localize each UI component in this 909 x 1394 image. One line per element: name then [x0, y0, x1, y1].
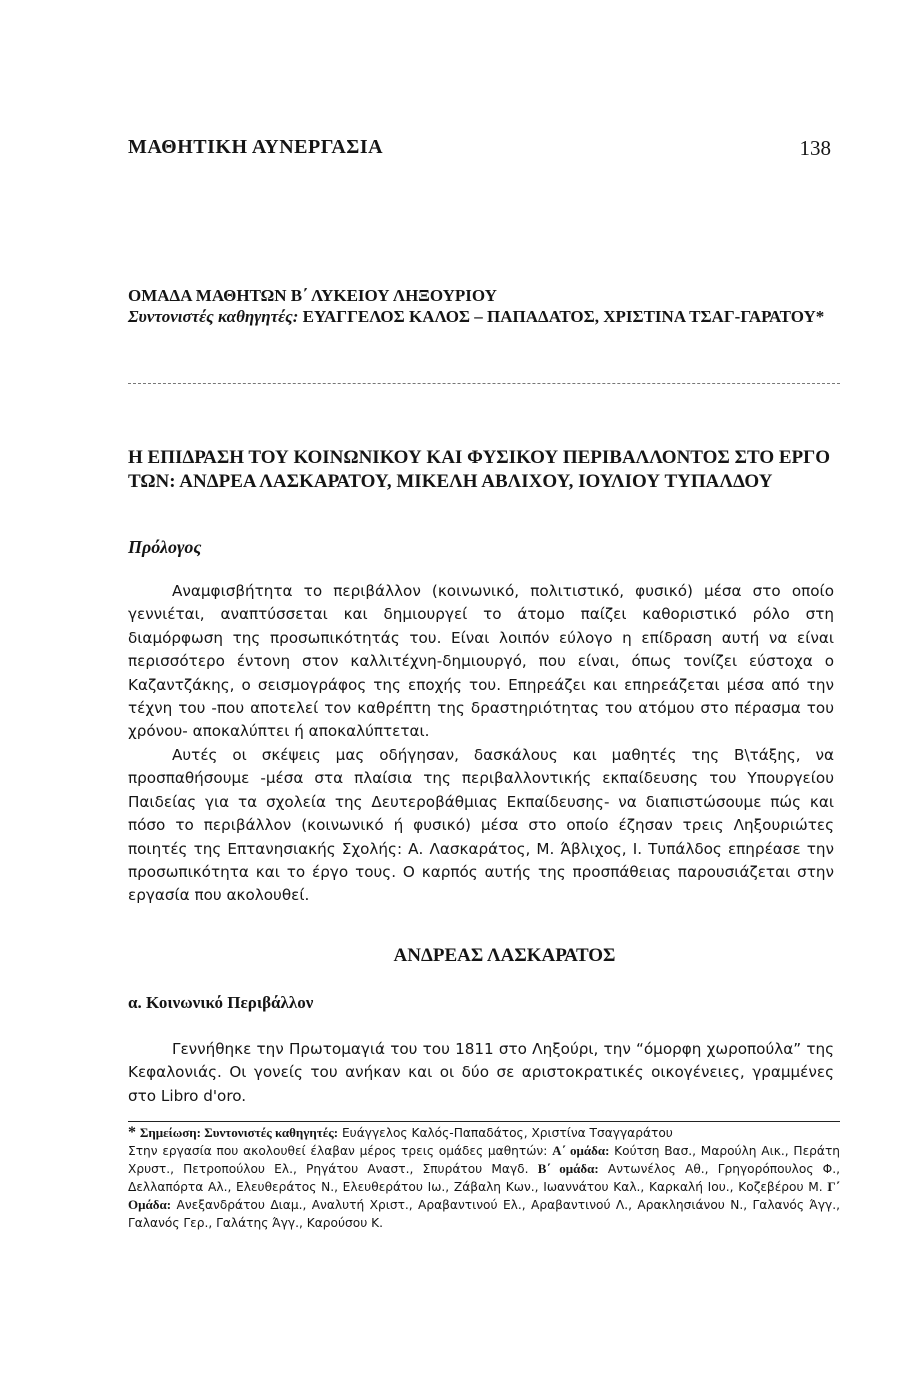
footnote-line-1: [128, 1124, 840, 1142]
footnote-marker: *: [128, 1124, 136, 1141]
group-a-label: Α΄ ομάδα:: [552, 1143, 610, 1158]
group-b-label: Β΄ ομάδα:: [537, 1161, 599, 1176]
dashed-divider: [128, 383, 840, 384]
running-head: ΜΑΘΗΤΙΚΗ ΑΥΝΕΡΓΑΣΙΑ: [128, 136, 384, 158]
prologue-paragraph-1: Αναμφισβήτητα το περιβάλλον (κοινωνικό, πολιτιστικό, φυσικό) μέσα στο οποίο γεννιέται, αναπτύσσεται και δημιουργεί το άτομο παίζει καθοριστικό ρόλο στη διαμόρφωση της προσωπικότητάς του. Είναι λοιπόν εύλογο η επίδραση αυτή να είναι περισσότερο έντονη στον καλλιτέχνη-δημιουργό, που είναι, όπως τονίζει εύστοχα ο Καζαντζάκης, ο σεισμογράφος της εποχής του. Επηρεάζει και επηρεάζεται μέσα από την τέχνη του -που αποτελεί τον καθρέπτη της δραστηριότητας του ατόμου στο πέρασμα του χρόνου- αποκαλύπτει ή αποκαλύπτεται.: [128, 582, 834, 741]
group-c-label: Γ΄ Ομάδα:: [128, 1179, 840, 1212]
subsection-heading: α. Κοινωνικό Περιβάλλον: [128, 993, 314, 1012]
footnote-rule: [128, 1121, 840, 1122]
prologue-paragraph-2: Αυτές οι σκέψεις μας οδήγησαν, δασκάλους και μαθητές της Β\τάξης, να προσπαθήσουμε -μέσα στα πλαίσια της περιβαλλοντικής εκπαίδευσης του Υπουργείου Παιδείας για τα σχολεία της Δευτεροβάθμιας Εκπαίδευσης- να διαπιστώσουμε πώς και πόσο το περιβάλλον (κοινωνικό ή φυσικό) μέσα στο οποίο έζησαν τρεις Ληξουριώτες ποιητές της Επτανησιακής Σχολής: Α. Λασκαράτος, Μ. Άβλιχος, Ι. Τυπάλδος επηρέασε την προσωπικότητα και το έργο τους. Ο καρπός αυτής της προσπάθειας παρουσιάζεται στην εργασία που ακολουθεί.: [128, 746, 834, 905]
footnote: [128, 1124, 840, 1232]
section-person-heading: [0, 945, 909, 967]
coordinators-names: ΕΥΑΓΓΕΛΟΣ ΚΑΛΟΣ – ΠΑΠΑΔΑΤΟΣ, ΧΡΙΣΤΙΝΑ ΤΣΑΓ-ΓΑΡΑΤΟΥ*: [302, 307, 825, 326]
group-c-members: Ανεξανδράτου Διαμ., Αναλυτή Χριστ., Αραβαντινού Ελ., Αραβαντινού Λ., Αρακλησιάνου Ν., Γαλανός Άγγ., Γαλανός Γερ., Γαλάτης Άγγ., Καρούσου Κ.: [128, 1198, 840, 1230]
biography-paragraph: Γεννήθηκε την Πρωτομαγιά του του 1811 στο Ληξούρι, την “όμορφη χωροπούλα” της Κεφαλονιάς. Οι γονείς του ανήκαν και οι δύο σε αριστοκρατικές οικογένειες, γραμμένες στο Libro d'oro.: [128, 1040, 834, 1105]
prologue-heading: Πρόλογος: [128, 537, 202, 557]
author-block: [128, 285, 838, 327]
article-title: Η ΕΠΙΔΡΑΣΗ ΤΟΥ ΚΟΙΝΩΝΙΚΟΥ ΚΑΙ ΦΥΣΙΚΟΥ ΠΕΡΙΒΑΛΛΟΝΤΟΣ ΣΤΟ ΕΡΓΟ ΤΩΝ: ΑΝΔΡΕΑ ΛΑΣΚΑΡΑΤΟΥ, ΜΙΚΕΛΗ ΑΒΛΙΧΟΥ, ΙΟΥΛΙΟΥ ΤΥΠΑΛΔΟΥ: [128, 447, 831, 492]
footnote-groups: [128, 1142, 840, 1232]
footnote-intro: Στην εργασία που ακολουθεί έλαβαν μέρος τρεις ομάδες μαθητών:: [128, 1144, 548, 1158]
group-a-members: Κούτση Βασ., Μαρούλη Αικ., Περάτη Χρυστ., Πετροπούλου Ελ., Ρηγάτου Αναστ., Σπυράτου Μαγδ.: [128, 1144, 841, 1176]
coordinators-label: Συντονιστές καθηγητές:: [128, 307, 299, 326]
group-b-members: Αντωνέλος Αθ., Γρηγορόπουλος Φ., Δελλαπόρτα Αλ., Ελευθεράτος Ν., Ελευθεράτου Ιω., Ζάβαλη Κων., Ιωαννάτου Καλ., Καρκαλή Ιου., Κοζεβέρου Μ.: [128, 1162, 840, 1194]
footnote-note-text: Ευάγγελος Καλός-Παπαδάτος, Χριστίνα Τσαγγαράτου: [341, 1126, 673, 1140]
footnote-note-label: Σημείωση: Συντονιστές καθηγητές:: [139, 1125, 339, 1140]
coordinators-line: [128, 306, 838, 327]
person-name: ΑΝΔΡΕΑΣ ΛΑΣΚΑΡΑΤΟΣ: [393, 945, 616, 966]
student-group: ΟΜΑΔΑ ΜΑΘΗΤΩΝ Β΄ ΛΥΚΕΙΟΥ ΛΗΞΟΥΡΙΟΥ: [128, 286, 497, 305]
page-number: 138: [799, 136, 831, 160]
